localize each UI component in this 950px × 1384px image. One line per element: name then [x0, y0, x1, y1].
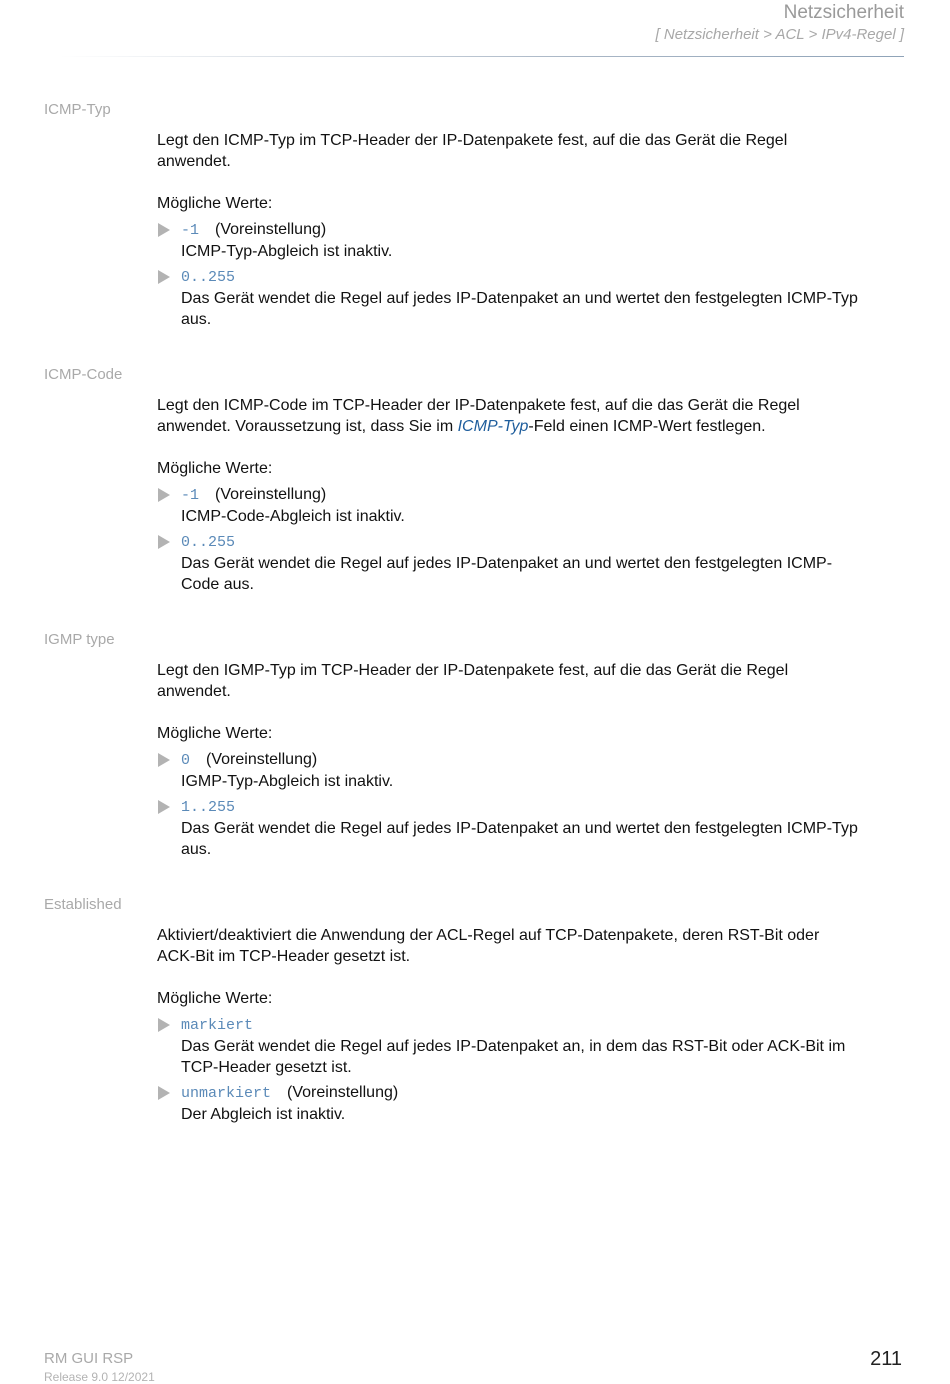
- description-line: Aktiviert/deaktiviert die Anwendung der ACL-Regel auf TCP-Datenpakete, deren RST-Bit oder: [157, 927, 820, 944]
- section-description: [157, 395, 905, 437]
- value-item: [157, 749, 905, 792]
- icmp-typ-link[interactable]: ICMP-Typ: [457, 418, 529, 435]
- value-code: 1..255: [181, 799, 236, 816]
- section-label: Established: [44, 896, 122, 913]
- value-description: aus.: [181, 841, 212, 858]
- value-description: Das Gerät wendet die Regel auf jedes IP-Datenpaket an und wertet den festgelegten ICMP-Typ: [181, 290, 858, 307]
- bullet-triangle-icon: [158, 753, 170, 767]
- bullet-triangle-icon: [158, 535, 170, 549]
- value-item: [157, 1014, 905, 1078]
- section-body: [157, 925, 905, 1129]
- page-number: 211: [870, 1348, 902, 1370]
- possible-values-heading: Mögliche Werte:: [157, 725, 273, 742]
- description-line: anwendet.: [157, 153, 231, 170]
- value-description: Der Abgleich ist inaktiv.: [181, 1106, 346, 1123]
- value-description: ICMP-Code-Abgleich ist inaktiv.: [181, 508, 405, 525]
- description-text: -Feld einen ICMP-Wert festlegen.: [528, 418, 766, 435]
- header-rule: [60, 56, 904, 57]
- section-description: [157, 925, 905, 967]
- description-line: Legt den ICMP-Typ im TCP-Header der IP-Datenpakete fest, auf die das Gerät die Regel: [157, 132, 788, 149]
- value-description: IGMP-Typ-Abgleich ist inaktiv.: [181, 773, 394, 790]
- value-code: 0..255: [181, 534, 236, 551]
- bullet-triangle-icon: [158, 488, 170, 502]
- section-description: [157, 130, 905, 172]
- value-item: [157, 531, 905, 595]
- bullet-triangle-icon: [158, 1086, 170, 1100]
- default-note: (Voreinstellung): [215, 221, 327, 238]
- description-text: anwendet. Voraussetzung ist, dass Sie im: [157, 418, 458, 435]
- section-body: [157, 130, 905, 334]
- value-description: ICMP-Typ-Abgleich ist inaktiv.: [181, 243, 393, 260]
- value-description: Das Gerät wendet die Regel auf jedes IP-Datenpaket an und wertet den festgelegten ICMP-Typ: [181, 820, 858, 837]
- value-description: Code aus.: [181, 576, 254, 593]
- value-item: [157, 484, 905, 527]
- value-description: Das Gerät wendet die Regel auf jedes IP-Datenpaket an und wertet den festgelegten ICMP-: [181, 555, 833, 572]
- description-line: Legt den ICMP-Code im TCP-Header der IP-Datenpakete fest, auf die das Gerät die Regel: [157, 397, 800, 414]
- section-label: ICMP-Typ: [44, 101, 111, 118]
- possible-values-heading: Mögliche Werte:: [157, 460, 273, 477]
- description-line: Legt den IGMP-Typ im TCP-Header der IP-Datenpakete fest, auf die das Gerät die Regel: [157, 662, 789, 679]
- section-label: IGMP type: [44, 631, 115, 648]
- value-code: 0..255: [181, 269, 236, 286]
- value-description: TCP-Header gesetzt ist.: [181, 1059, 352, 1076]
- bullet-triangle-icon: [158, 223, 170, 237]
- value-item: [157, 796, 905, 860]
- value-code: unmarkiert: [181, 1085, 272, 1102]
- value-item: [157, 1082, 905, 1125]
- footer-document-name: RM GUI RSP: [44, 1350, 134, 1367]
- description-line: anwendet.: [157, 683, 231, 700]
- section-body: [157, 660, 905, 864]
- default-note: (Voreinstellung): [287, 1084, 399, 1101]
- section-body: [157, 395, 905, 599]
- value-code: 0: [181, 752, 191, 769]
- footer-release: Release 9.0 12/2021: [44, 1370, 155, 1384]
- value-description: Das Gerät wendet die Regel auf jedes IP-Datenpaket an, in dem das RST-Bit oder ACK-Bit im: [181, 1038, 846, 1055]
- bullet-triangle-icon: [158, 270, 170, 284]
- value-item: [157, 219, 905, 262]
- bullet-triangle-icon: [158, 1018, 170, 1032]
- description-line: ACK-Bit im TCP-Header gesetzt ist.: [157, 948, 411, 965]
- description-line: [157, 416, 905, 437]
- value-item: [157, 266, 905, 330]
- default-note: (Voreinstellung): [206, 751, 318, 768]
- section-label: ICMP-Code: [44, 366, 123, 383]
- value-code: -1: [181, 487, 200, 504]
- possible-values-heading: Mögliche Werte:: [157, 195, 273, 212]
- page-header-title: Netzsicherheit: [783, 2, 904, 23]
- value-description: aus.: [181, 311, 212, 328]
- section-description: [157, 660, 905, 702]
- possible-values-heading: Mögliche Werte:: [157, 990, 273, 1007]
- value-code: -1: [181, 222, 200, 239]
- value-code: markiert: [181, 1017, 254, 1034]
- bullet-triangle-icon: [158, 800, 170, 814]
- default-note: (Voreinstellung): [215, 486, 327, 503]
- page-breadcrumb: [ Netzsicherheit > ACL > IPv4-Regel ]: [655, 26, 904, 43]
